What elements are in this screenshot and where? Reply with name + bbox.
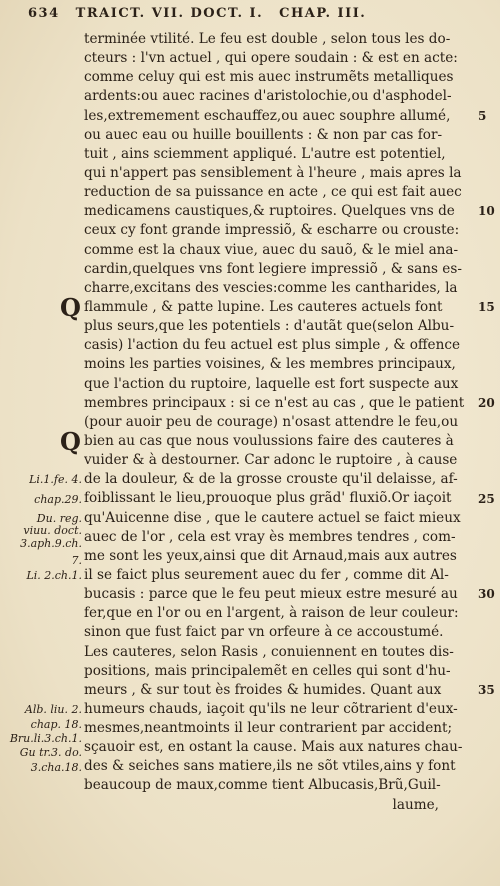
text-line: qu'Auicenne dise , que le cautere actuel se faict mieux [84, 509, 461, 526]
text-line: ceux cy font grande impressiõ, & escharre ou crouste: [84, 222, 460, 239]
text-line: Les cauteres, selon Rasis , conuiennent en toutes dis- [84, 643, 454, 660]
side-note: 3.aph.9.ch. [20, 536, 82, 550]
text-line: sinon que fust faict par vn orfeure à ce accoustumé. [84, 624, 444, 641]
line-number: 20 [478, 395, 495, 410]
text-line: auec de l'or , cela est vray ès membres tendres , com- [84, 528, 456, 545]
side-note: chap.29. [34, 492, 82, 506]
line-number: 10 [478, 204, 495, 219]
page-number: 634 [28, 6, 60, 21]
side-note: Du. reg. [36, 511, 82, 525]
paragraph-initial: Q [60, 427, 81, 457]
text-line: qui n'appert pas sensiblement à l'heure , mais apres la [84, 164, 462, 181]
side-note: 7. [71, 553, 82, 567]
side-note: viuu. doct. [23, 524, 82, 538]
side-note: Bru.li.3.ch.1. [9, 731, 82, 745]
text-line: cardin,quelques vns font legiere impressiõ , & sans es- [84, 260, 462, 277]
text-line: sçauoir est, en ostant la cause. Mais aux natures chau- [84, 739, 463, 756]
text-line: mesmes,neantmoints il leur contrarient par accident; [84, 720, 453, 737]
text-line: moins les parties voisines, & les membres principaux, [84, 356, 456, 373]
text-line: positions, mais principalemẽt en celles qui sont d'hu- [84, 662, 451, 679]
text-line: des & seiches sans matiere,ils ne sõt vtiles,ains y font [84, 758, 456, 775]
text-line: casis) l'action du feu actuel est plus simple , & offence [84, 337, 460, 354]
side-note: chap. 18. [30, 717, 82, 731]
text-line: medicamens caustiques,& ruptoires. Quelques vns de [84, 203, 455, 220]
line-number: 5 [478, 108, 487, 123]
side-note: Alb. liu. 2. [24, 703, 82, 717]
text-line: humeurs chauds, iaçoit qu'ils ne leur cõtrarient d'eux- [84, 700, 458, 717]
text-line: me sont les yeux,ainsi que dit Arnaud,mais aux autres [84, 547, 457, 564]
side-note: Li. 2.ch.1. [26, 569, 82, 583]
text-line: bien au cas que nous voulussions faire des cauteres à [84, 432, 454, 449]
text-line: terminée vtilité. Le feu est double , selon tous les do- [84, 31, 451, 47]
text-line: membres principaux : si ce n'est au cas , que le patient [84, 394, 465, 411]
side-note: Gu tr.3. do. [19, 746, 82, 760]
line-number: 15 [478, 300, 495, 315]
text-line: comme celuy qui est mis auec instrumẽts metalliques [84, 69, 454, 86]
text-line: bucasis : parce que le feu peut mieux estre mesuré au [84, 586, 458, 603]
text-line: (pour auoir peu de courage) n'osast attendre le feu,ou [84, 413, 459, 430]
body-text [84, 30, 479, 815]
text-line: laume, [392, 796, 439, 813]
text-line: charre,excitans des vescies:comme les cantharides, la [84, 279, 458, 296]
text-line: les,extremement eschauffez,ou auec souphre allumé, [84, 107, 451, 124]
text-line: flammule , & patte lupine. Les cauteres actuels font [84, 298, 443, 315]
paragraph-initial: Q [60, 293, 81, 323]
line-number: 35 [478, 683, 495, 698]
line-number: 30 [478, 587, 495, 602]
side-note: 3.cha.18. [30, 760, 82, 774]
text-line: fer,que en l'or ou en l'argent, à raison de leur couleur: [84, 605, 459, 622]
running-title: TRAICT. VII. DOCT. I. [75, 6, 264, 21]
text-line: foiblissant le lieu,prouoque plus grãd' fluxiõ.Or iaçoit [84, 490, 452, 507]
text-line: il se faict plus seurement auec du fer , comme dit Al- [84, 566, 449, 583]
chapter-label: CHAP. III. [279, 6, 367, 21]
text-line: plus seurs,que les potentiels : d'autãt que(selon Albu- [84, 318, 455, 335]
text-line: vuider & à destourner. Car adonc le ruptoire , à cause [84, 452, 458, 469]
text-line: beaucoup de maux,comme tient Albucasis,Brũ,Guil- [84, 777, 441, 794]
line-number: 25 [478, 491, 495, 506]
text-line: meurs , & sur tout ès froides & humides. Quant aux [84, 681, 442, 698]
text-line: ou auec eau ou huille bouillents : & non par cas for- [84, 126, 443, 143]
text-line: comme est la chaux viue, auec du sauõ, & le miel ana- [84, 241, 459, 258]
text-line: tuit , ains sciemment appliqué. L'autre est potentiel, [84, 145, 446, 162]
text-line: de la douleur, & de la grosse crouste qu'il delaisse, af- [84, 471, 458, 488]
text-line: reduction de sa puissance en acte , ce qui est fait auec [84, 184, 462, 201]
text-line: que l'action du ruptoire, laquelle est fort suspecte aux [84, 375, 459, 392]
side-note: Li.1.fe. 4. [29, 473, 82, 487]
text-line: cteurs : l'vn actuel , qui opere soudain : & est en acte: [84, 50, 458, 67]
running-header [28, 6, 468, 30]
text-line: ardents:ou auec racines d'aristolochie,ou d'asphodel- [84, 88, 452, 105]
